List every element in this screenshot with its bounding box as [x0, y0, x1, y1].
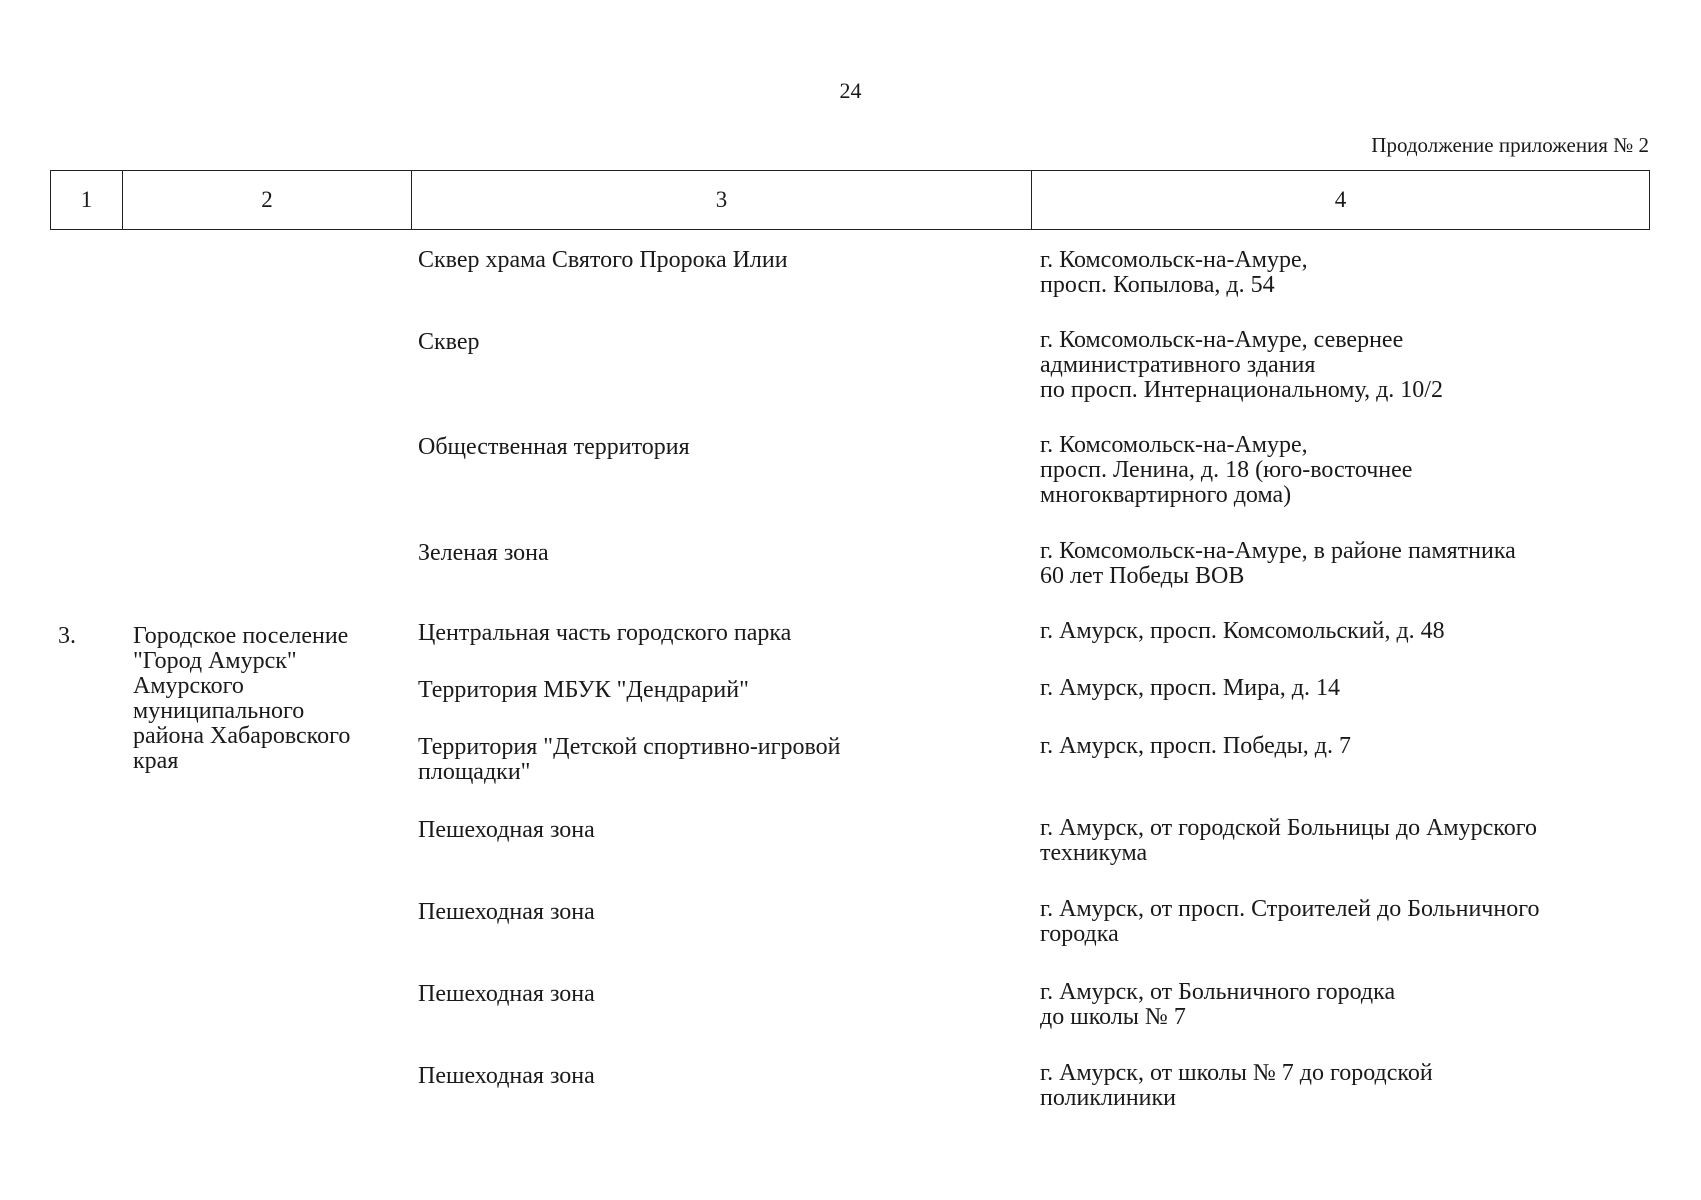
- territory-address: г. Амурск, просп. Победы, д. 7: [1040, 733, 1352, 759]
- territory-address: г. Комсомольск-на-Амуре, в районе памятника 60 лет Победы ВОВ: [1040, 538, 1516, 589]
- row-number: 3.: [58, 623, 76, 649]
- territory-name: Сквер: [418, 329, 480, 355]
- territory-name: Пешеходная зона: [418, 981, 595, 1007]
- header-col-3: 3: [412, 171, 1032, 229]
- territory-address: г. Амурск, просп. Комсомольский, д. 48: [1040, 618, 1445, 644]
- territory-name: Сквер храма Святого Пророка Илии: [418, 247, 788, 273]
- page-number: 24: [839, 78, 862, 103]
- territory-name: Пешеходная зона: [418, 899, 595, 925]
- territory-address: г. Амурск, просп. Мира, д. 14: [1040, 675, 1340, 701]
- appendix-continuation-label: Продолжение приложения № 2: [1371, 133, 1649, 157]
- territory-name: Территория МБУК "Дендрарий": [418, 677, 749, 703]
- territory-name: Пешеходная зона: [418, 817, 595, 843]
- table-header: [50, 170, 1650, 230]
- territory-name: Зеленая зона: [418, 540, 549, 566]
- territory-address: г. Амурск, от просп. Строителей до Больничного городка: [1040, 896, 1540, 947]
- territory-name: Территория "Детской спортивно-игровой площадки": [418, 734, 841, 785]
- municipality-name: Городское поселение "Город Амурск" Амурского муниципального района Хабаровского края: [133, 623, 351, 774]
- header-col-1: 1: [51, 171, 123, 229]
- territory-name: Пешеходная зона: [418, 1063, 595, 1089]
- territory-name: Центральная часть городского парка: [418, 620, 792, 646]
- header-col-2: 2: [123, 171, 412, 229]
- header-col-4: 4: [1334, 187, 1347, 212]
- territory-address: г. Амурск, от школы № 7 до городской поликлиники: [1040, 1060, 1433, 1111]
- territory-address: г. Комсомольск-на-Амуре, просп. Ленина, д. 18 (юго-восточнее многоквартирного дома): [1040, 432, 1413, 508]
- territory-address: г. Комсомольск-на-Амуре, севернее административного здания по просп. Интернациональному, д. 10/2: [1040, 327, 1443, 403]
- territory-name: Общественная территория: [418, 434, 690, 460]
- territory-address: г. Амурск, от городской Больницы до Амурского техникума: [1040, 815, 1537, 866]
- territory-address: г. Амурск, от Больничного городка до школы № 7: [1040, 979, 1396, 1030]
- territory-address: г. Комсомольск-на-Амуре, просп. Копылова, д. 54: [1040, 247, 1308, 298]
